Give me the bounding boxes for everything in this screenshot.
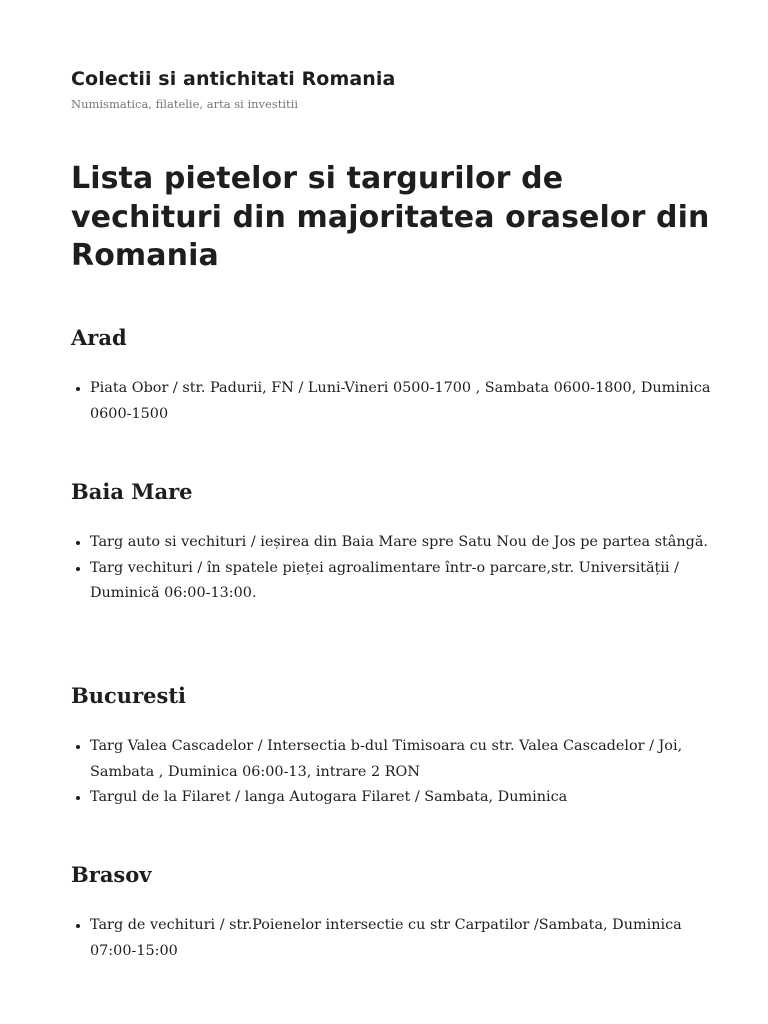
section-heading: Baia Mare xyxy=(71,479,193,504)
site-tagline: Numismatica, filatelie, arta si investitii xyxy=(71,97,299,111)
section-baia-mare xyxy=(71,478,711,607)
list-item: • Targ auto si vechituri / ieșirea din Baia Mare spre Satu Nou de Jos pe partea stângă. xyxy=(90,530,711,556)
section-brasov xyxy=(71,861,711,964)
market-list xyxy=(71,913,711,964)
section-heading: Arad xyxy=(71,325,127,350)
market-list xyxy=(71,530,711,607)
list-item: • Targul de la Filaret / langa Autogara Filaret / Sambata, Duminica xyxy=(90,785,711,811)
list-item: • Targ Valea Cascadelor / Intersectia b-dul Timisoara cu str. Valea Cascadelor / Joi, Sambata , Duminica 06:00-13, intrare 2 RON xyxy=(90,734,711,785)
section-heading: Brasov xyxy=(71,862,152,887)
post-title: Lista pietelor si targurilor de vechituri din majoritatea oraselor din Romania xyxy=(71,161,710,273)
section-heading: Bucuresti xyxy=(71,683,186,708)
section-bucuresti xyxy=(71,682,711,811)
section-arad xyxy=(71,324,711,427)
market-list xyxy=(71,734,711,811)
list-item: • Targ vechituri / în spatele pieței agroalimentare într-o parcare,str. Universității / Duminică 06:00-13:00. xyxy=(90,556,711,607)
market-list xyxy=(71,376,711,427)
site-title[interactable]: Colectii si antichitati Romania xyxy=(71,68,396,90)
list-item: • Targ de vechituri / str.Poienelor intersectie cu str Carpatilor /Sambata, Duminica 07:00-15:00 xyxy=(90,913,711,964)
list-item: • Piata Obor / str. Padurii, FN / Luni-Vineri 0500-1700 , Sambata 0600-1800, Duminica 0600-1500 xyxy=(90,376,711,427)
